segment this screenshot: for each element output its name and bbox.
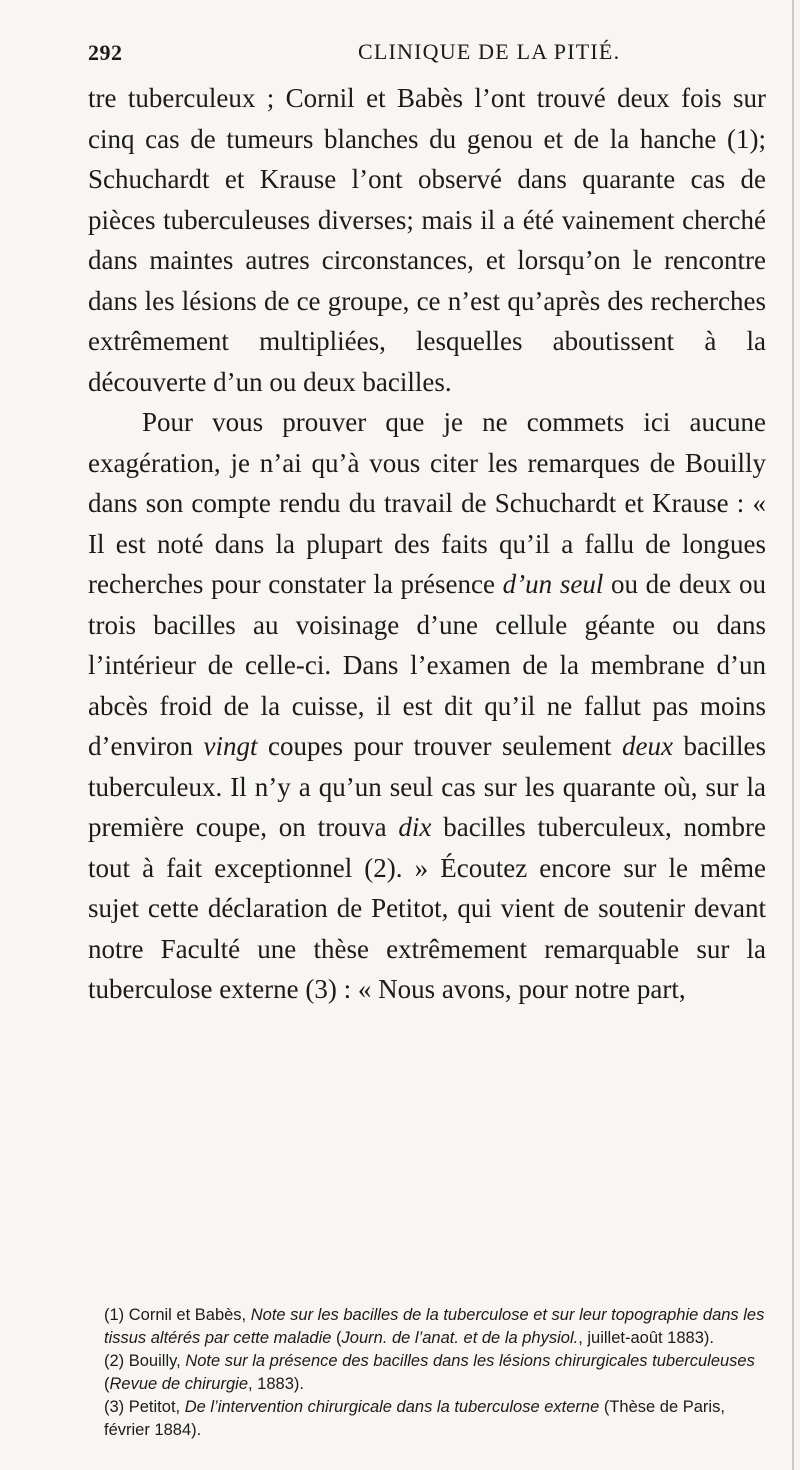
paragraph-2-emphasis-a: d’un seul xyxy=(502,569,604,599)
footnote-2-title: Note sur la présence des bacilles dans les lésions chirurgicales tuberculeuses xyxy=(185,1352,755,1370)
footnotes xyxy=(104,1304,766,1442)
footnote-1-lead: (1) Cornil et Babès, xyxy=(104,1306,251,1324)
paragraph-2-text-b: ou de deux ou trois bacilles au voisinage d’une cellule géante ou dans l’intérieur de celle-ci. Dans l’examen de la membrane d’un abcès froid de la cuisse, il est dit qu’il ne fallut pas moins d’environ xyxy=(88,569,767,761)
footnote-2-mid: ( xyxy=(104,1375,110,1393)
footnote-3 xyxy=(104,1396,766,1442)
paragraph-2-emphasis-c: deux xyxy=(622,731,674,761)
footnote-2 xyxy=(104,1350,766,1396)
footnote-1 xyxy=(104,1304,766,1350)
running-head: CLINIQUE DE LA PITIÉ. xyxy=(358,39,621,64)
footnote-2-journal: Revue de chirurgie xyxy=(109,1375,248,1393)
footnote-3-title: De l’intervention chirurgicale dans la tuberculose externe xyxy=(184,1398,600,1416)
footnote-2-lead: (2) Bouilly, xyxy=(104,1352,186,1370)
paragraph-2-emphasis-b: vingt xyxy=(203,731,258,761)
paragraph-1: tre tuberculeux ; Cornil et Babès l’ont trouvé deux fois sur cinq cas de tumeurs blanches du genou et de la hanche (1); Schuchardt et Krause l’ont observé dans quarante cas de pièces tuberculeuses diverses; mais il a été vainement cherché dans maintes autres circonstances, et lorsqu’on le rencontre dans les lésions de ce groupe, ce n’est qu’après des recherches extrêmement multipliées, lesquelles aboutissent à la découverte d’un ou deux bacilles. xyxy=(88,83,766,397)
paragraph-2-text-e: bacilles tuberculeux, nombre tout à fait exceptionnel (2). » Écoutez encore sur le même sujet cette déclaration de Petitot, qui vient de soutenir devant notre Faculté une thèse extrêmement remarquable sur la tuberculose externe (3) : « Nous avons, pour notre part, xyxy=(88,812,766,1004)
paragraph-2-emphasis-d: dix xyxy=(398,812,432,842)
page-edge-line xyxy=(792,0,794,1470)
footnote-2-tail: , 1883). xyxy=(248,1375,304,1393)
footnote-1-title: Note sur les bacilles de la tuberculose et sur leur topographie dans les tissus altérés par cette maladie xyxy=(104,1306,765,1347)
body-text xyxy=(88,78,766,1010)
page-header xyxy=(88,36,768,70)
paragraph-2-text-d: bacilles tuberculeux. Il n’y a qu’un seul cas sur les quarante où, sur la première coupe, on trouva xyxy=(88,731,767,842)
footnote-1-journal: Journ. de l’anat. et de la physiol. xyxy=(341,1329,579,1347)
footnote-3-lead: (3) Petitot, xyxy=(104,1398,185,1416)
paragraph-2-text-a: Pour vous prouver que je ne commets ici aucune exagération, je n’ai qu’à vous citer les remarques de Bouilly dans son compte rendu du travail de Schuchardt et Krause : « Il est noté dans la plupart des faits qu’il a fallu de longues recherches pour constater la présence xyxy=(88,407,766,599)
paragraph-2-text-c: coupes pour trouver seulement xyxy=(257,731,623,761)
footnote-3-tail: (Thèse de Paris, février 1884). xyxy=(104,1398,725,1439)
footnote-1-tail: , juillet-août 1883). xyxy=(578,1329,714,1347)
paragraph-2 xyxy=(88,402,766,1010)
page-number: 292 xyxy=(88,40,123,65)
footnote-1-mid: ( xyxy=(331,1329,342,1347)
